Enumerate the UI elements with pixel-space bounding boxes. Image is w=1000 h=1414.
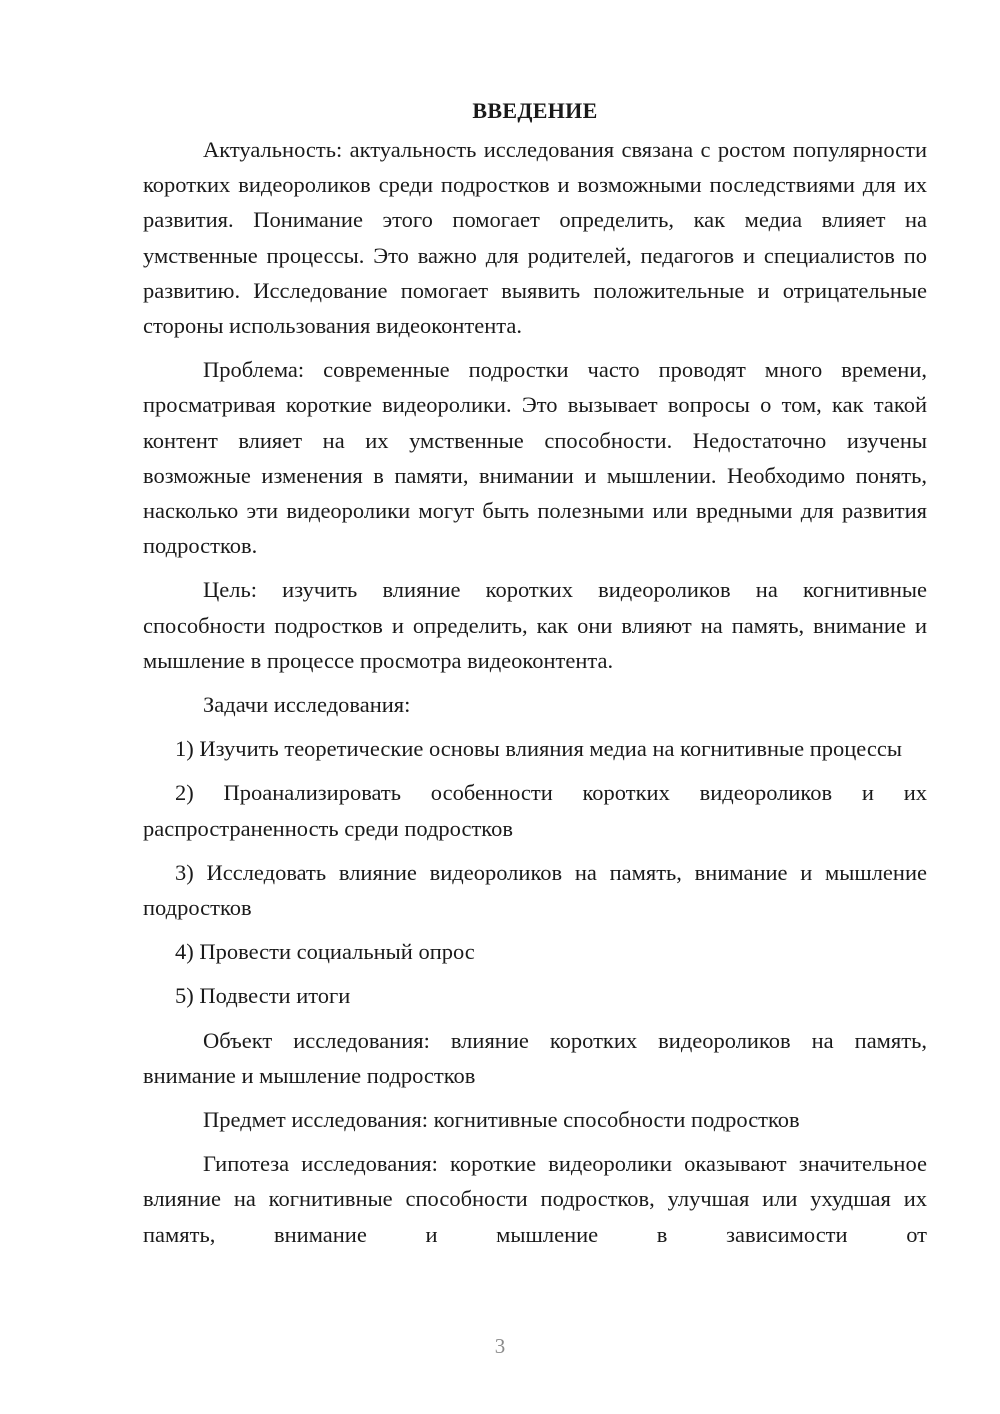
- relevance-paragraph: Актуальность: актуальность исследования связана с ростом популярности коротких видеороликов среди подростков и возможными последствиями для их развития. Понимание этого помогает определить, как медиа влияет на умственные процессы. Это важно для родителей, педагогов и специалистов по развитию. Исследование помогает выявить положительные и отрицательные стороны использования видеоконтента.: [143, 137, 927, 339]
- object-paragraph: Объект исследования: влияние коротких видеороликов на память, внимание и мышление подростков: [143, 1027, 927, 1088]
- task-item-2: 2) Проанализировать особенности коротких видеороликов и их распространенность среди подростков: [143, 780, 927, 841]
- task-item-3: 3) Исследовать влияние видеороликов на память, внимание и мышление подростков: [143, 859, 927, 921]
- page-number: 3: [494, 1334, 506, 1358]
- tasks-heading: Задачи исследования:: [203, 692, 411, 718]
- page-body: [143, 94, 927, 1252]
- task-item-5: 5) Подвести итоги: [175, 983, 351, 1009]
- subject-paragraph: Предмет исследования: когнитивные способности подростков: [203, 1107, 800, 1133]
- hypothesis-paragraph: Гипотеза исследования: короткие видеоролики оказывают значительное влияние на когнитивные способности подростков, улучшая или ухудшая их память, внимание и мышление в зависимости от: [143, 1151, 927, 1247]
- goal-paragraph: Цель: изучить влияние коротких видеороликов на когнитивные способности подростков и определить, как они влияют на память, внимание и мышление в процессе просмотра видеоконтента.: [143, 577, 927, 673]
- task-item-4: 4) Провести социальный опрос: [175, 939, 475, 965]
- section-title: ВВЕДЕНИЕ: [472, 98, 598, 123]
- task-item-1: 1) Изучить теоретические основы влияния медиа на когнитивные процессы: [175, 736, 902, 762]
- problem-paragraph: Проблема: современные подростки часто проводят много времени, просматривая короткие видеоролики. Это вызывает вопросы о том, как такой контент влияет на их умственные способности. Недостаточно изучены возможные изменения в памяти, внимании и мышлении. Необходимо понять, насколько эти видеоролики могут быть полезными или вредными для развития подростков.: [143, 357, 927, 559]
